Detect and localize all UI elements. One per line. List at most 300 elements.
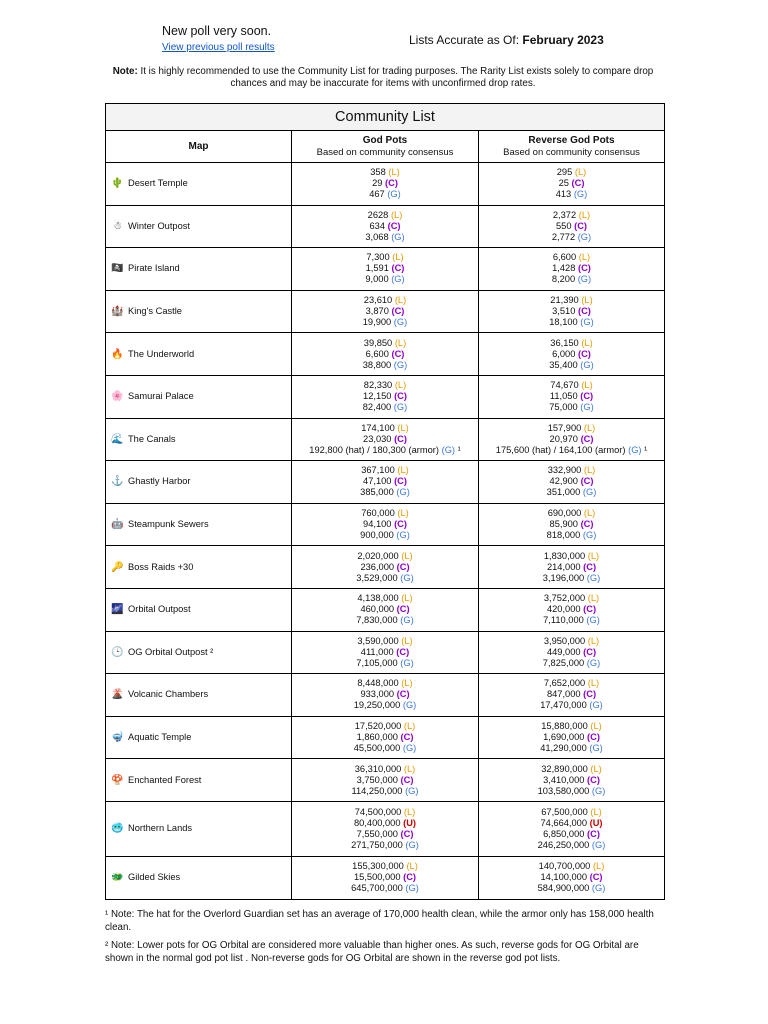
rarity-tag: (C) — [396, 561, 410, 572]
map-cell — [106, 674, 292, 717]
value-number: 11,050 — [549, 391, 578, 402]
value-line — [479, 786, 664, 797]
rarity-tag: (G) — [400, 657, 414, 668]
value-number: 1,860,000 — [356, 732, 398, 743]
value-number: 15,880,000 — [541, 721, 588, 732]
table-row — [106, 205, 665, 248]
value-number: 175,600 (hat) / 164,100 (armor) — [495, 444, 626, 455]
value-number: 584,900,000 — [537, 883, 590, 894]
rarity-tag: (L) — [581, 337, 593, 348]
value-line — [479, 178, 664, 189]
value-number: 7,550,000 — [356, 828, 398, 839]
rarity-tag: (L) — [388, 167, 400, 178]
value-number: 3,068 — [365, 231, 389, 242]
value-number: 45,500,000 — [353, 743, 401, 754]
value-line — [479, 519, 664, 530]
anchor-icon: ⚓ — [111, 476, 124, 488]
footnote-two: ² Note: Lower pots for OG Orbital are considered more valuable than higher ones. As such, reverse gods for OG Orbital are shown in the normal god pot list . Non-reverse gods for OG Orbital are shown in the reverse god pot lists. — [105, 940, 639, 964]
value-number: 933,000 — [360, 689, 395, 700]
value-number: 38,800 — [362, 359, 392, 370]
clock-icon: 🕒 — [111, 646, 124, 658]
map-header-label: Map — [188, 140, 209, 152]
value-line — [292, 818, 478, 829]
rarity-tag: (C) — [391, 348, 405, 359]
table-row — [106, 674, 665, 717]
value-line — [292, 167, 478, 178]
accuracy-label: Lists Accurate as Of: — [409, 33, 523, 47]
value-number: 2,020,000 — [357, 550, 399, 561]
rarity-tag: (C) — [580, 433, 594, 444]
value-number: 39,850 — [363, 337, 393, 348]
rarity-tag: (C) — [394, 519, 407, 530]
rarity-tag: (C) — [583, 561, 597, 572]
map-name: Desert Temple — [128, 178, 188, 189]
value-number: 3,410,000 — [543, 774, 585, 785]
rarity-tag: (L) — [581, 295, 593, 306]
value-number: 6,600 — [365, 348, 389, 359]
value-line — [479, 295, 664, 306]
accuracy-date-value: February 2023 — [522, 33, 604, 47]
map-cell — [106, 461, 292, 504]
wave-icon: 🌊 — [111, 433, 124, 445]
value-number: 2628 — [367, 209, 389, 220]
value-line — [292, 636, 478, 647]
rarity-tag: (C) — [394, 476, 407, 487]
value-number: 3,529,000 — [356, 572, 398, 583]
value-number: 41,290,000 — [540, 743, 587, 754]
table-row — [106, 461, 665, 504]
rarity-tag: (G) — [582, 530, 597, 541]
value-number: 35,400 — [549, 359, 578, 370]
value-line — [292, 189, 478, 200]
value-number: 74,664,000 — [540, 817, 588, 828]
trading-note — [104, 66, 662, 90]
diving-mask-icon: 🤿 — [111, 732, 124, 744]
value-line — [292, 883, 478, 894]
table-title: Community List — [106, 104, 665, 131]
map-cell — [106, 801, 292, 856]
rarity-tag: (C) — [580, 476, 594, 487]
note-text: It is highly recommended to use the Community List for trading purposes. The Rarity List exists solely to compare drop chances and may be inaccurate for items with unconfirmed drop rates. — [137, 66, 654, 89]
god-pots-cell — [292, 418, 479, 461]
value-line — [479, 189, 664, 200]
god-pots-cell — [292, 333, 479, 376]
rarity-tag: (L) — [394, 295, 407, 306]
value-line — [292, 445, 478, 456]
rarity-tag: (C) — [577, 348, 591, 359]
rarity-tag: (C) — [580, 391, 594, 402]
value-number: 236,000 — [360, 561, 395, 572]
value-line — [292, 721, 478, 732]
table-row — [106, 716, 665, 759]
value-line — [479, 434, 664, 445]
god-pots-cell — [292, 588, 479, 631]
value-number: 460,000 — [360, 604, 395, 615]
table-row — [106, 801, 665, 856]
rarity-tag: (C) — [571, 178, 585, 189]
value-line — [292, 338, 478, 349]
rarity-tag: (G) — [577, 231, 592, 242]
value-line — [292, 689, 478, 700]
rarity-tag: (C) — [391, 263, 405, 274]
value-line — [479, 232, 664, 243]
value-number: 760,000 — [361, 508, 395, 519]
rarity-tag: (C) — [589, 872, 603, 883]
reverse-god-pots-cell — [479, 290, 665, 333]
footnote-marker: ¹ — [641, 444, 648, 455]
rarity-tag: (G) — [402, 700, 417, 711]
rarity-tag: (L) — [590, 763, 602, 774]
rarity-tag: (L) — [587, 635, 600, 646]
reverse-god-pots-cell — [479, 461, 665, 504]
rarity-tag: (L) — [406, 861, 418, 872]
rarity-tag: (C) — [400, 774, 414, 785]
galaxy-icon: 🌌 — [111, 604, 124, 616]
map-name: Gilded Skies — [128, 872, 181, 883]
reverse-god-pots-cell — [479, 716, 665, 759]
rarity-tag: (C) — [583, 689, 597, 700]
value-line — [292, 252, 478, 263]
reverse-god-pots-cell — [479, 205, 665, 248]
rarity-tag: (C) — [385, 178, 398, 189]
value-line — [479, 658, 664, 669]
value-number: 36,310,000 — [354, 763, 402, 774]
column-header-god-pots — [292, 131, 479, 163]
value-number: 690,000 — [547, 508, 582, 519]
value-number: 295 — [556, 167, 573, 178]
value-line — [479, 317, 664, 328]
value-number: 67,500,000 — [541, 806, 588, 817]
table-row — [106, 290, 665, 333]
value-line — [292, 221, 478, 232]
value-number: 9,000 — [365, 274, 389, 285]
god-pots-cell — [292, 631, 479, 674]
value-number: 36,150 — [550, 337, 579, 348]
poll-notice: New poll very soon. — [162, 24, 272, 38]
rarity-tag: (G) — [582, 487, 597, 498]
value-line — [479, 380, 664, 391]
value-line — [479, 274, 664, 285]
rarity-tag: (L) — [401, 678, 413, 689]
reverse-god-pots-cell — [479, 546, 665, 589]
value-number: 6,850,000 — [543, 828, 585, 839]
rarity-tag: (L) — [587, 550, 600, 561]
snowman-icon: ☃ — [113, 220, 122, 232]
value-number: 82,330 — [363, 380, 393, 391]
value-line — [292, 306, 478, 317]
value-number: 367,100 — [361, 465, 395, 476]
value-line — [479, 689, 664, 700]
value-number: 29 — [372, 178, 383, 189]
map-name: The Underworld — [128, 348, 195, 359]
rarity-tag: (C) — [394, 433, 407, 444]
value-line — [479, 721, 664, 732]
map-cell — [106, 716, 292, 759]
value-line — [479, 861, 664, 872]
value-number: 80,400,000 — [353, 817, 401, 828]
rarity-tag: (C) — [400, 828, 414, 839]
map-cell — [106, 418, 292, 461]
rarity-tag: (G) — [396, 487, 410, 498]
value-line — [479, 818, 664, 829]
value-number: 47,100 — [363, 476, 392, 487]
reverse-god-pots-cell — [479, 503, 665, 546]
column-header-map — [106, 131, 292, 163]
value-number: 8,448,000 — [357, 678, 399, 689]
value-number: 85,900 — [549, 519, 578, 530]
rarity-tag: (L) — [403, 806, 416, 817]
table-row — [106, 631, 665, 674]
value-line — [292, 700, 478, 711]
fire-icon: 🔥 — [111, 348, 124, 360]
volcano-icon: 🌋 — [111, 689, 124, 701]
value-number: 14,100,000 — [540, 872, 588, 883]
value-number: 155,300,000 — [352, 861, 404, 872]
value-line — [292, 274, 478, 285]
reverse-god-pots-header-sub: Based on community consensus — [503, 146, 640, 158]
value-line — [292, 573, 478, 584]
value-line — [292, 263, 478, 274]
rarity-tag: (L) — [403, 763, 416, 774]
value-line — [479, 636, 664, 647]
map-name: Steampunk Sewers — [128, 519, 209, 530]
value-number: 2,772 — [551, 231, 576, 242]
value-number: 8,200 — [551, 274, 576, 285]
map-cell — [106, 631, 292, 674]
god-pots-cell — [292, 674, 479, 717]
value-line — [292, 829, 478, 840]
value-number: 19,900 — [362, 317, 392, 328]
rarity-tag: (L) — [590, 806, 602, 817]
god-pots-cell — [292, 503, 479, 546]
rarity-tag: (L) — [401, 635, 413, 646]
rarity-tag: (G) — [586, 572, 601, 583]
value-line — [292, 380, 478, 391]
rarity-tag: (C) — [583, 646, 597, 657]
god-pots-cell — [292, 163, 479, 206]
reverse-god-pots-cell — [479, 375, 665, 418]
value-line — [292, 658, 478, 669]
rarity-tag: (G) — [396, 530, 410, 541]
rarity-tag: (G) — [400, 572, 414, 583]
rarity-tag: (L) — [590, 721, 602, 732]
map-name: Orbital Outpost — [128, 604, 191, 615]
god-pots-cell — [292, 375, 479, 418]
rarity-tag: (G) — [393, 317, 408, 328]
value-line — [479, 764, 664, 775]
value-number: 413 — [555, 189, 572, 200]
reverse-god-pots-cell — [479, 856, 665, 899]
table-row — [106, 759, 665, 802]
value-line — [479, 840, 664, 851]
table-row — [106, 418, 665, 461]
value-line — [479, 593, 664, 604]
value-number: 3,870 — [365, 306, 389, 317]
value-line — [479, 872, 664, 883]
value-line — [479, 530, 664, 541]
map-name: Pirate Island — [128, 263, 180, 274]
reverse-god-pots-cell — [479, 631, 665, 674]
value-number: 332,900 — [547, 465, 582, 476]
footnote-marker: ¹ — [455, 444, 461, 455]
value-line — [479, 487, 664, 498]
map-name: Aquatic Temple — [128, 732, 192, 743]
map-cell — [106, 588, 292, 631]
value-line — [479, 508, 664, 519]
rarity-tag: (G) — [400, 615, 414, 626]
rarity-tag: (G) — [586, 657, 601, 668]
value-number: 82,400 — [362, 402, 392, 413]
god-pots-cell — [292, 205, 479, 248]
rarity-tag: (G) — [589, 743, 603, 754]
map-cell — [106, 503, 292, 546]
value-number: 645,700,000 — [351, 883, 403, 894]
value-number: 271,750,000 — [351, 839, 403, 850]
value-number: 3,590,000 — [357, 635, 399, 646]
value-number: 3,510 — [552, 306, 576, 317]
value-line — [292, 732, 478, 743]
value-number: 174,100 — [361, 422, 395, 433]
rarity-tag: (G) — [577, 274, 592, 285]
table-body — [106, 163, 665, 900]
accuracy-date — [409, 33, 604, 47]
value-line — [479, 402, 664, 413]
rarity-tag: (U) — [589, 817, 603, 828]
map-name: Ghastly Harbor — [128, 476, 191, 487]
value-number: 75,000 — [549, 402, 578, 413]
value-line — [292, 360, 478, 371]
value-line — [479, 252, 664, 263]
rarity-tag: (C) — [574, 220, 587, 231]
value-line — [292, 476, 478, 487]
value-line — [479, 551, 664, 562]
rarity-tag: (L) — [578, 252, 591, 263]
rarity-tag: (L) — [581, 380, 593, 391]
rarity-tag: (L) — [401, 593, 413, 604]
value-line — [479, 465, 664, 476]
value-number: 7,110,000 — [543, 615, 584, 626]
value-line — [479, 423, 664, 434]
rarity-tag: (L) — [583, 422, 596, 433]
value-number: 358 — [370, 167, 386, 178]
rarity-tag: (C) — [387, 220, 401, 231]
map-name: Samurai Palace — [128, 391, 194, 402]
rarity-tag: (C) — [577, 306, 591, 317]
value-number: 74,500,000 — [354, 806, 402, 817]
rarity-tag: (C) — [400, 732, 414, 743]
rarity-tag: (C) — [396, 604, 410, 615]
rarity-tag: (G) — [580, 317, 594, 328]
rarity-tag: (G) — [580, 359, 594, 370]
map-cell — [106, 205, 292, 248]
value-line — [292, 295, 478, 306]
value-number: 25 — [558, 178, 569, 189]
rarity-tag: (G) — [393, 402, 408, 413]
rarity-tag: (G) — [589, 700, 603, 711]
value-line — [479, 615, 664, 626]
cactus-icon: 🌵 — [111, 178, 124, 190]
map-cell — [106, 333, 292, 376]
value-line — [292, 232, 478, 243]
rarity-tag: (L) — [587, 593, 600, 604]
value-number: 157,900 — [547, 422, 582, 433]
value-number: 351,000 — [546, 487, 581, 498]
map-name: Boss Raids +30 — [128, 561, 194, 572]
value-line — [292, 786, 478, 797]
value-line — [479, 807, 664, 818]
rarity-tag: (G) — [591, 785, 606, 796]
value-line — [292, 210, 478, 221]
table-row — [106, 375, 665, 418]
rarity-tag: (G) — [628, 444, 642, 455]
map-cell — [106, 856, 292, 899]
reverse-god-pots-cell — [479, 418, 665, 461]
value-line — [479, 306, 664, 317]
column-header-reverse-god-pots — [479, 131, 665, 163]
map-name: OG Orbital Outpost ² — [128, 646, 214, 657]
value-number: 192,800 (hat) / 180,300 (armor) — [309, 444, 439, 455]
value-number: 6,000 — [552, 348, 576, 359]
rarity-tag: (C) — [587, 774, 600, 785]
castle-icon: 🏰 — [111, 306, 124, 318]
rarity-tag: (G) — [405, 883, 419, 894]
map-name: The Canals — [128, 433, 176, 444]
rarity-tag: (L) — [390, 209, 403, 220]
reverse-god-pots-cell — [479, 163, 665, 206]
dragon-icon: 🐲 — [111, 872, 124, 884]
map-name: Enchanted Forest — [128, 774, 202, 785]
value-line — [292, 872, 478, 883]
value-line — [479, 445, 664, 456]
map-cell — [106, 759, 292, 802]
reverse-god-pots-cell — [479, 333, 665, 376]
rarity-tag: (G) — [393, 359, 408, 370]
rarity-tag: (L) — [578, 209, 591, 220]
rarity-tag: (L) — [397, 465, 409, 476]
map-cell — [106, 546, 292, 589]
rarity-tag: (C) — [394, 391, 407, 402]
value-line — [292, 840, 478, 851]
value-number: 7,825,000 — [542, 657, 585, 668]
value-number: 385,000 — [360, 487, 394, 498]
rarity-tag: (C) — [583, 604, 597, 615]
value-line — [479, 167, 664, 178]
rarity-tag: (C) — [577, 263, 591, 274]
footnote-one: ¹ Note: The hat for the Overlord Guardian set has an average of 170,000 health clean, while the armor only has 158,000 health clean. — [105, 909, 654, 933]
value-line — [292, 434, 478, 445]
map-name: Winter Outpost — [128, 220, 191, 231]
map-cell — [106, 290, 292, 333]
rarity-tag: (L) — [397, 508, 409, 519]
god-pots-cell — [292, 248, 479, 291]
rarity-tag: (G) — [387, 189, 401, 200]
god-pots-header-sub: Based on community consensus — [316, 146, 454, 158]
value-number: 7,652,000 — [543, 678, 586, 689]
god-pots-cell — [292, 801, 479, 856]
value-number: 42,900 — [549, 476, 578, 487]
value-number: 3,950,000 — [543, 635, 586, 646]
value-line — [479, 391, 664, 402]
value-line — [479, 349, 664, 360]
value-line — [292, 551, 478, 562]
value-line — [479, 263, 664, 274]
value-number: 420,000 — [546, 604, 581, 615]
community-list-table — [105, 103, 665, 900]
value-number: 32,890,000 — [541, 763, 588, 774]
cold-face-icon: 🥶 — [111, 823, 124, 835]
value-line — [292, 519, 478, 530]
previous-poll-link[interactable]: View previous poll results — [162, 42, 275, 53]
